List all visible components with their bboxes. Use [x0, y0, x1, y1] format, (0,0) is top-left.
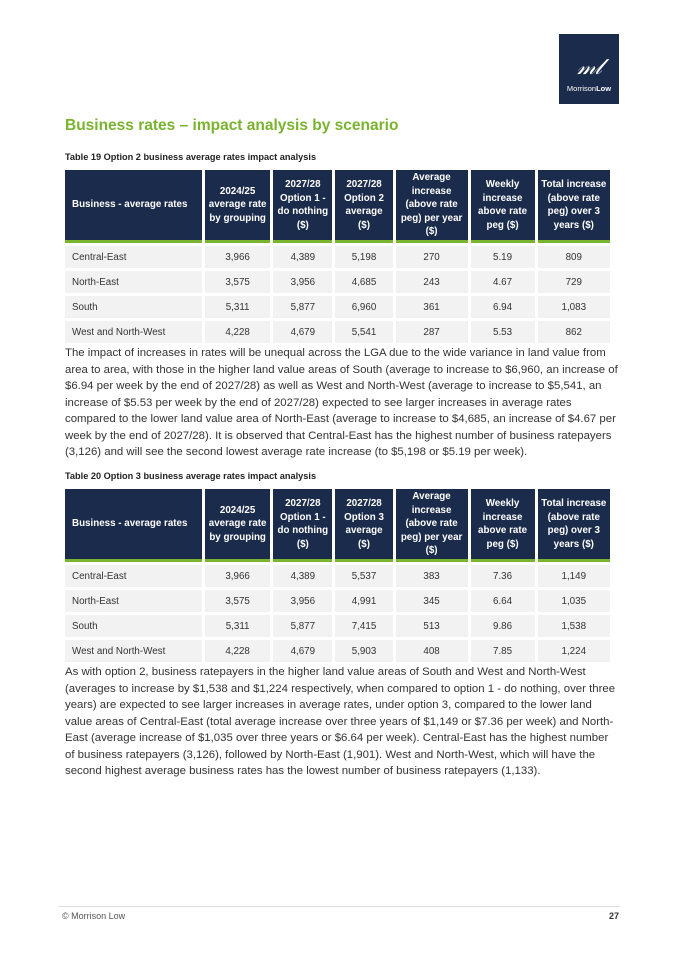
table-cell: 5.19	[471, 243, 535, 268]
table-cell: 7.36	[471, 562, 535, 587]
table-cell: Central-East	[65, 562, 202, 587]
table-cell: 862	[538, 318, 610, 343]
table-cell: 7.85	[471, 637, 535, 662]
table-cell: 5,541	[335, 318, 392, 343]
table-cell: North-East	[65, 587, 202, 612]
table-cell: 383	[396, 562, 468, 587]
col-header: Business - average rates	[65, 489, 202, 562]
col-header: Weekly increase above rate peg ($)	[471, 170, 535, 243]
table-row	[65, 243, 610, 268]
col-header: Total increase (above rate peg) over 3 years ($)	[538, 170, 610, 243]
table-cell: Central-East	[65, 243, 202, 268]
table-cell: 513	[396, 612, 468, 637]
table-cell: West and North-West	[65, 637, 202, 662]
table-cell: 3,966	[205, 562, 270, 587]
table-cell: 5,877	[273, 293, 332, 318]
table-cell: 6.64	[471, 587, 535, 612]
table-cell: 5,537	[335, 562, 392, 587]
table-cell: 5.53	[471, 318, 535, 343]
table-row	[65, 637, 610, 662]
col-header: 2024/25 average rate by grouping	[205, 170, 270, 243]
col-header: 2027/28 Option 3 average ($)	[335, 489, 392, 562]
table-cell: 408	[396, 637, 468, 662]
footer-divider	[58, 906, 620, 907]
table-cell: 4,685	[335, 268, 392, 293]
table-row	[65, 587, 610, 612]
logo-mark: 𝓂𝓁	[577, 54, 601, 79]
table20	[62, 489, 613, 662]
table-row	[65, 562, 610, 587]
table-cell: 4,679	[273, 637, 332, 662]
table-cell: 243	[396, 268, 468, 293]
col-header: Weekly increase above rate peg ($)	[471, 489, 535, 562]
morrison-low-logo	[559, 34, 619, 104]
table19-caption: Table 19 Option 2 business average rates impact analysis	[65, 152, 317, 162]
footer-copyright: © Morrison Low	[62, 911, 126, 921]
table-cell: 270	[396, 243, 468, 268]
table-header-row	[65, 170, 610, 243]
table-header-row	[65, 489, 610, 562]
col-header: 2027/28 Option 1 - do nothing ($)	[273, 489, 332, 562]
table-cell: 1,083	[538, 293, 610, 318]
table-cell: 3,966	[205, 243, 270, 268]
table-row	[65, 612, 610, 637]
table-row	[65, 318, 610, 343]
table-cell: 4,228	[205, 637, 270, 662]
table20-caption: Table 20 Option 3 business average rates impact analysis	[65, 471, 317, 481]
col-header: 2024/25 average rate by grouping	[205, 489, 270, 562]
table-cell: North-East	[65, 268, 202, 293]
table-cell: 345	[396, 587, 468, 612]
table-cell: 9.86	[471, 612, 535, 637]
col-header: Average increase (above rate peg) per year ($)	[396, 170, 468, 243]
table-cell: 4,389	[273, 562, 332, 587]
table-row	[65, 268, 610, 293]
section-heading: Business rates – impact analysis by scenario	[65, 117, 399, 134]
table-cell: 4,991	[335, 587, 392, 612]
table-cell: South	[65, 612, 202, 637]
table-cell: 6,960	[335, 293, 392, 318]
table-row	[65, 293, 610, 318]
paragraph-option3: As with option 2, business ratepayers in the higher land value areas of South and West and North-West (averages to increase by $1,538 and $1,224 respectively, when compared to option 1 - do nothing, over three years) are expected to see larger increases in average rates, under option 3, compared to the lower land value areas of Central-East (total average increase over three years of $1,149 or $7.36 per week) and North-East (average increase of $1,035 over three years or $6.64 per week). Central-East has the highest number of business ratepayers (3,126), followed by North-East (1,901). West and North-West, which will have the second highest average business rates has the lowest number of business ratepayers (1,133).	[65, 666, 616, 777]
table-cell: 7,415	[335, 612, 392, 637]
table-cell: West and North-West	[65, 318, 202, 343]
col-header: 2027/28 Option 1 - do nothing ($)	[273, 170, 332, 243]
table-cell: 1,149	[538, 562, 610, 587]
table-cell: 6.94	[471, 293, 535, 318]
table-cell: 3,956	[273, 587, 332, 612]
table-cell: 361	[396, 293, 468, 318]
table-cell: 4,228	[205, 318, 270, 343]
table-cell: 287	[396, 318, 468, 343]
table-cell: 5,311	[205, 293, 270, 318]
table-cell: 809	[538, 243, 610, 268]
table-cell: 1,538	[538, 612, 610, 637]
table-cell: 4.67	[471, 268, 535, 293]
table-cell: South	[65, 293, 202, 318]
table19	[62, 170, 613, 343]
logo-name: MorrisonLow	[566, 84, 612, 93]
table-cell: 3,956	[273, 268, 332, 293]
table-cell: 5,903	[335, 637, 392, 662]
paragraph-option2: The impact of increases in rates will be unequal across the LGA due to the wide variance in land value from area to area, with those in the higher land value areas of South (average to increase to $6,960, an increase of $6.94 per week by the end of 2027/28) as well as West and North-West (average to increase to $5,541, an increase of $5.53 per week by the end of 2027/28) expected to see larger increases in average rates compared to the lower land value area of North-East (average to increase to $4,685, an increase of $4.67 per week by the end of 2027/28). It is observed that Central-East has the highest number of business ratepayers (3,126) and will see the second lowest average rate increase (to $5,198 or $5.19 per week).	[65, 347, 618, 458]
table-cell: 729	[538, 268, 610, 293]
col-header: Total increase (above rate peg) over 3 years ($)	[538, 489, 610, 562]
table-cell: 4,679	[273, 318, 332, 343]
table-cell: 3,575	[205, 268, 270, 293]
col-header: Business - average rates	[65, 170, 202, 243]
table-cell: 5,311	[205, 612, 270, 637]
table-cell: 5,198	[335, 243, 392, 268]
col-header: Average increase (above rate peg) per year ($)	[396, 489, 468, 562]
page-number: 27	[608, 911, 619, 921]
table-cell: 4,389	[273, 243, 332, 268]
table-cell: 1,224	[538, 637, 610, 662]
table-cell: 3,575	[205, 587, 270, 612]
col-header: 2027/28 Option 2 average ($)	[335, 170, 392, 243]
table-cell: 1,035	[538, 587, 610, 612]
table-cell: 5,877	[273, 612, 332, 637]
